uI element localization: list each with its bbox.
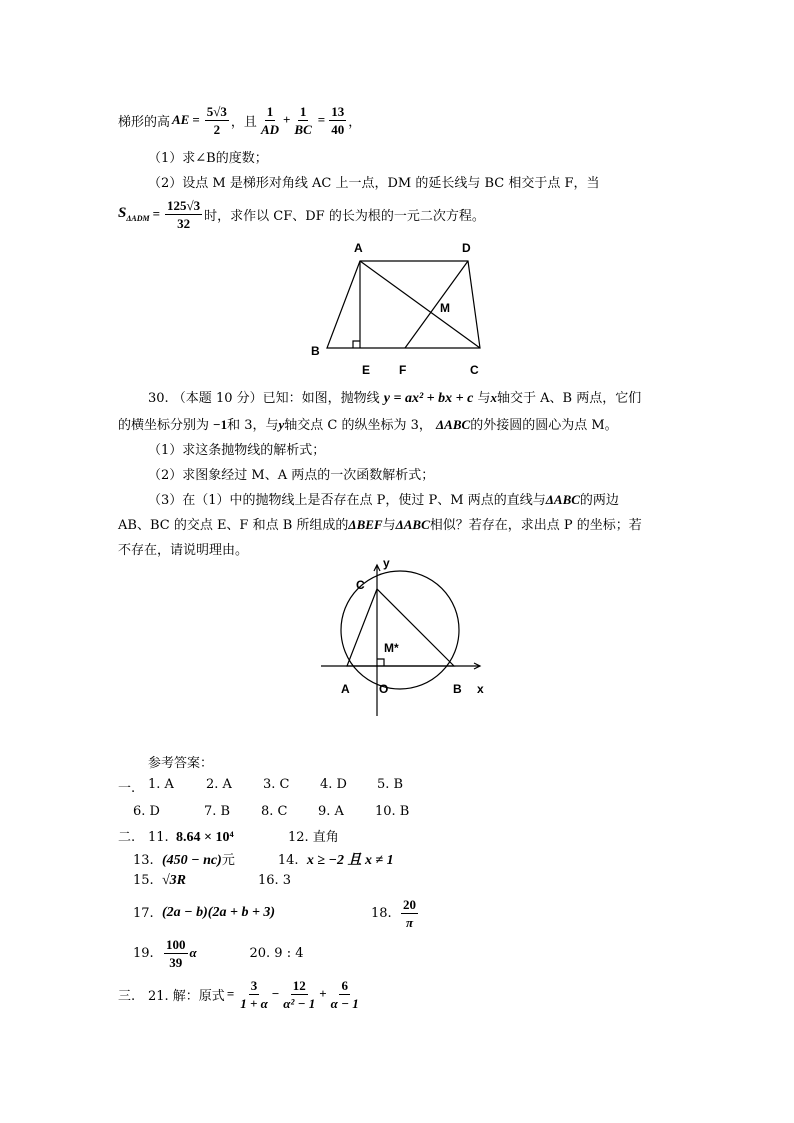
answer-21 [118, 972, 363, 1016]
frac-num: 5√3 [206, 103, 227, 119]
triangle-abc: ΔABC [395, 517, 430, 532]
answer-20: 20. 9 : 4 [249, 945, 304, 961]
mc-answer: 8. C [261, 804, 288, 819]
p30-text-f: 轴交点 C 的纵坐标为 3， [284, 418, 432, 433]
q3-text-a: （3）在（1）中的抛物线上是否存在点 P，使过 P、M 两点的直线与 [148, 493, 546, 508]
mc-answer: 1. A [148, 777, 174, 792]
answer-21-text: 21. 解：原式 [148, 988, 225, 1004]
fraction-3-over-1-plus-alpha [238, 977, 270, 1012]
mc-answer: 6. D [133, 804, 160, 819]
answer-num: 11. [148, 830, 169, 845]
p29-text-c: ， [348, 114, 362, 130]
q3-text-b: 的两边 [579, 493, 619, 508]
answer-17-value: (2a − b)(2a + b + 3) [162, 905, 276, 920]
eq-sign: = [152, 206, 161, 221]
frac-den: 2 [213, 121, 221, 137]
frac-den: 39 [169, 954, 183, 970]
triangle-abc: ΔABC [545, 492, 580, 507]
p30-text-c: 轴交于 A、B 两点，它们 [496, 391, 642, 406]
fraction-125sqrt3-over-32 [165, 197, 202, 232]
p30-text-g: 的外接圆的圆心为点 M。 [470, 418, 618, 433]
mc-answer: 7. B [204, 804, 231, 819]
s-subscript: ΔADM [126, 214, 150, 223]
frac-num: 3 [250, 977, 258, 993]
label-b: B [311, 344, 320, 358]
label-e: E [362, 363, 371, 377]
fraction-100-over-39 [164, 936, 188, 971]
q3-text-c: AB、BC 的交点 E、F 和点 B 所组成的 [118, 518, 349, 533]
area-symbol [118, 205, 150, 223]
frac-den: 40 [331, 121, 345, 137]
p29-line1 [118, 100, 361, 140]
p30-text-d: 的横坐标分别为 [118, 418, 210, 433]
s-letter: S [118, 205, 127, 221]
p30-line2 [118, 414, 618, 433]
plus-sign: + [283, 112, 291, 127]
p29-q2-tail: 时，求作以 CF、DF 的长为根的一元二次方程。 [204, 208, 485, 224]
label-f: F [399, 363, 407, 377]
answer-num: 19. [133, 945, 154, 961]
frac-num: 1 [299, 103, 307, 119]
mc-answer: 3. C [263, 777, 290, 792]
answer-num: 15. [133, 873, 154, 888]
frac-num: 1 [266, 103, 274, 119]
label-m: M* [384, 641, 399, 655]
p30-text-e: 和 3，与 [227, 418, 279, 433]
answer-12: 12. 直角 [288, 830, 339, 845]
label-a: A [341, 682, 350, 696]
line-df [405, 261, 468, 348]
label-a: A [354, 241, 363, 255]
frac-den: AD [260, 121, 279, 137]
frac-den: α − 1 [330, 995, 359, 1011]
label-d: D [462, 241, 471, 255]
q3-text-d: 与 [382, 518, 396, 533]
neg-one: −1 [213, 417, 228, 432]
frac-den: α² − 1 [283, 995, 316, 1011]
p29-text-b: ，且 [230, 114, 257, 130]
answer-num: 17. [133, 905, 154, 921]
frac-den: π [405, 914, 414, 930]
right-angle-mark [377, 659, 384, 666]
frac-den: 32 [177, 215, 191, 231]
eq-sign: = [317, 112, 326, 127]
answers-mc-row2 [133, 804, 409, 819]
p30-question-3-line3: 不存在，请说明理由。 [118, 543, 249, 558]
fraction-5sqrt3-over-2 [205, 103, 229, 138]
part3-label: 三. [118, 988, 136, 1004]
plus-sign: + [319, 986, 327, 1001]
frac-num: 100 [166, 936, 186, 952]
answers-mc-row1 [118, 777, 403, 796]
p30-question-3 [148, 489, 619, 508]
p29-text-a: 梯形的高 [118, 114, 171, 130]
answer-11-12 [118, 826, 339, 846]
frac-num: 12 [292, 977, 306, 993]
alpha-var: α [189, 945, 197, 960]
triangle-bef: ΔBEF [348, 517, 383, 532]
answers-title: 参考答案： [148, 756, 214, 771]
trapezoid-figure [300, 232, 500, 380]
parabola-equation: y = ax² + bx + c [383, 391, 474, 406]
fraction-13-over-40 [329, 103, 346, 138]
answer-num: 14. [277, 853, 299, 868]
eq-sign: = [192, 112, 200, 127]
answer-16: 16. 3 [258, 873, 292, 888]
answer-15-16 [133, 873, 291, 889]
frac-num: 20 [403, 896, 416, 912]
mc-answer: 2. A [206, 777, 232, 792]
p30-question-3-line2 [118, 514, 642, 533]
p29-question-2: （2）设点 M 是梯形对角线 AC 上一点，DM 的延长线与 BC 相交于点 F，当 [148, 176, 600, 191]
answer-13-value: (450 − nc) [162, 853, 222, 868]
diagonal-ac [360, 261, 480, 348]
label-c: C [470, 363, 479, 377]
label-o: O [379, 682, 389, 696]
p30-text-b: 与 [477, 391, 491, 406]
triangle-abc [347, 589, 454, 666]
frac-den: 1 + α [240, 995, 268, 1011]
answer-14-value: x ≥ −2 且 x ≠ 1 [306, 853, 394, 868]
ae-symbol: AE [172, 112, 190, 127]
answer-num: 18. [371, 905, 392, 921]
frac-num: 6 [341, 977, 348, 993]
answer-num: 13. [133, 853, 154, 868]
x-var: x [490, 390, 497, 405]
answer-13-14 [133, 849, 394, 869]
eq-sign: = [226, 986, 235, 1001]
fraction-6-over-alpha-minus-1 [329, 977, 361, 1012]
part1-label: 一. [118, 781, 136, 796]
label-m: M [440, 301, 450, 315]
answer-13-unit: 元 [221, 853, 235, 868]
circle-figure [316, 553, 496, 721]
mc-answer: 9. A [318, 804, 344, 819]
part2-label: 二. [118, 830, 136, 845]
p30-line1 [148, 387, 641, 407]
p29-line-s [118, 194, 485, 234]
answer-11-value: 8.64 × 10⁴ [176, 830, 234, 845]
fraction-20-over-pi [401, 896, 418, 931]
minus-sign: − [271, 986, 280, 1001]
mc-answer: 5. B [377, 777, 404, 792]
label-c: C [356, 578, 365, 592]
label-y: y [383, 556, 390, 570]
frac-den: BC [294, 121, 312, 137]
p30-question-1: （1）求这条抛物线的解析式； [148, 443, 326, 458]
frac-num: 13 [331, 103, 345, 119]
p30-question-2: （2）求图象经过 M、A 两点的一次函数解析式； [148, 468, 435, 483]
q3-text-e: 相似？若存在，求出点 P 的坐标；若 [429, 518, 642, 533]
right-angle-mark [353, 341, 360, 348]
p29-question-1: （1）求∠B的度数； [148, 151, 268, 166]
y-var: y [278, 417, 285, 432]
answer-19-20 [133, 931, 304, 975]
p30-text-a: 30. （本题 10 分）已知：如图，抛物线 [148, 391, 380, 406]
triangle-abc: ΔABC [436, 417, 471, 432]
mc-answer: 10. B [375, 804, 410, 819]
mc-answer: 4. D [320, 777, 347, 792]
fraction-12-over-alpha-sq-minus-1 [281, 977, 317, 1012]
frac-num: 125√3 [167, 197, 201, 213]
label-b: B [453, 682, 462, 696]
label-x: x [477, 682, 484, 696]
fraction-1-over-ad [259, 103, 281, 138]
fraction-1-over-bc [292, 103, 313, 138]
trapezoid-outline [327, 261, 480, 348]
answer-17-18 [133, 891, 420, 935]
answer-15-value: √3R [162, 873, 187, 888]
